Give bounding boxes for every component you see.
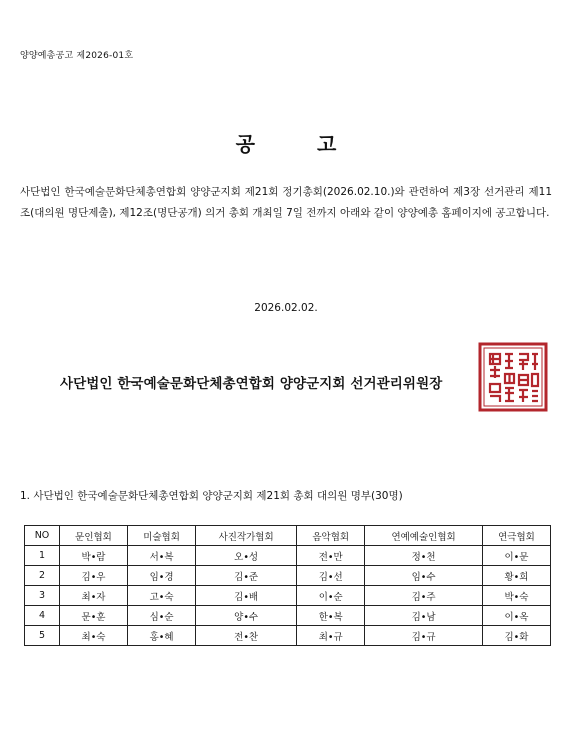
table-cell: 김•규 [365,626,483,646]
official-seal-stamp [478,342,548,412]
header-theater: 연극협회 [482,526,550,546]
table-cell: 최•자 [60,586,128,606]
table-cell: 김•남 [365,606,483,626]
table-cell: 4 [25,606,60,626]
title-char-1: 공 [235,132,255,156]
table-cell: 양•수 [196,606,297,626]
table-cell: 이•옥 [482,606,550,626]
table-cell: 오•성 [196,546,297,566]
table-cell: 정•천 [365,546,483,566]
table-cell: 3 [25,586,60,606]
table-cell: 이•문 [482,546,550,566]
table-row [25,586,551,606]
table-cell: 서•복 [128,546,196,566]
table-cell: 이•순 [297,586,365,606]
table-cell: 김•준 [196,566,297,586]
table-cell: 김•주 [365,586,483,606]
issuing-organization: 사단법인 한국예술문화단체총연합회 양양군지회 선거관리위원장 [60,376,443,392]
document-number: 양양예총공고 제2026-01호 [20,51,134,61]
table-cell: 전•찬 [196,626,297,646]
table-cell: 문•훈 [60,606,128,626]
table-row [25,546,551,566]
header-photography: 사진작가협회 [196,526,297,546]
table-cell: 박•숙 [482,586,550,606]
table-cell: 김•배 [196,586,297,606]
table-cell: 최•숙 [60,626,128,646]
header-fine-arts: 미술협회 [128,526,196,546]
announcement-body: 사단법인 한국예술문화단체총연합회 양양군지회 제21회 정기총회(2026.02.10.)와 관련하여 제3장 선거관리 제11조(대의원 명단제출), 제12조(명단공개) 의거 총회 개최일 7일 전까지 아래와 같이 양양예총 홈페이지에 공고합니다. [20,186,552,219]
header-literature: 문인협회 [60,526,128,546]
table-row [25,626,551,646]
table-cell: 임•경 [128,566,196,586]
table-header-row [25,526,551,546]
table-cell: 김•선 [297,566,365,586]
delegate-roster-table [24,525,551,646]
table-cell: 고•숙 [128,586,196,606]
roster-section-title: 1. 사단법인 한국예술문화단체총연합회 양양군지회 제21회 총회 대의원 명부(30명) [20,490,403,502]
table-row [25,566,551,586]
table-cell: 1 [25,546,60,566]
table-cell: 전•만 [297,546,365,566]
page-title [0,128,572,157]
table-row [25,606,551,626]
title-char-2: 고 [317,132,337,156]
table-cell: 심•순 [128,606,196,626]
table-cell: 박•람 [60,546,128,566]
table-cell: 임•수 [365,566,483,586]
header-music: 음악협회 [297,526,365,546]
table-cell: 김•화 [482,626,550,646]
table-cell: 김•우 [60,566,128,586]
table-cell: 5 [25,626,60,646]
announcement-date: 2026.02.02. [254,302,318,314]
table-cell: 2 [25,566,60,586]
table-cell: 한•복 [297,606,365,626]
header-no: NO [25,526,60,546]
table-cell: 홍•혜 [128,626,196,646]
table-cell: 황•희 [482,566,550,586]
table-cell: 최•규 [297,626,365,646]
header-entertainment: 연예예술인협회 [365,526,483,546]
